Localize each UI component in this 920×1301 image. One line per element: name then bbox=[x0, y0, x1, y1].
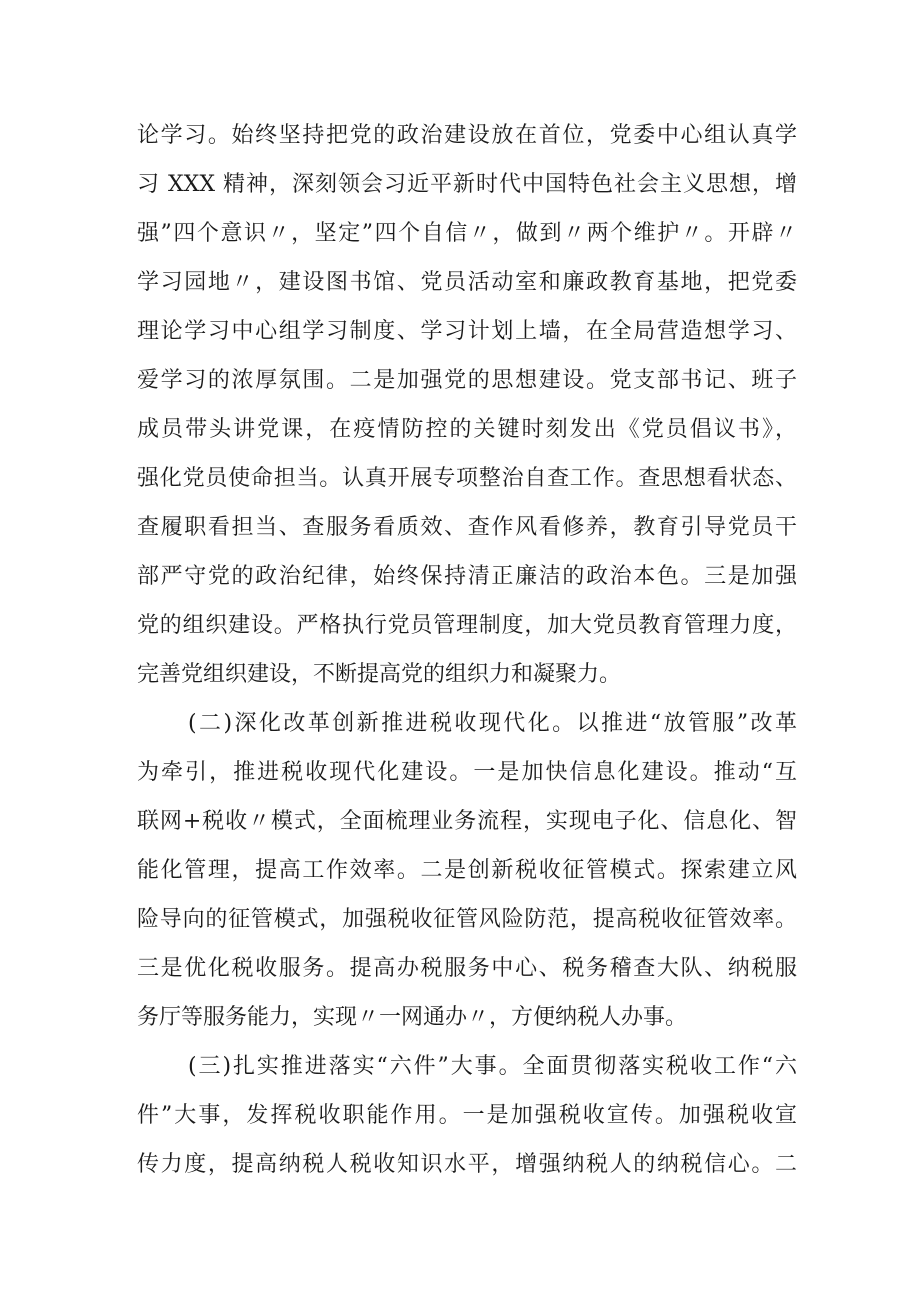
text-line: 部严守党的政治纪律，始终保持清正廉洁的政治本色。三是加强 bbox=[137, 564, 797, 589]
text-line: 件”大事，发挥税收职能作用。一是加强税收宣传。加强税收宣 bbox=[137, 1103, 797, 1128]
section-heading-line: (三)扎实推进落实“六件”大事。全面贯彻落实税收工作“六 bbox=[188, 1054, 797, 1079]
text-line: 爱学习的浓厚氛围。二是加强党的思想建设。党支部书记、班子 bbox=[137, 368, 797, 393]
text-line: 理论学习中心组学习制度、学习计划上墙，在全局营造想学习、 bbox=[137, 319, 797, 344]
text-line: 查履职看担当、查服务看质效、查作风看修养，教育引导党员干 bbox=[137, 515, 797, 540]
text-line: 强化党员使命担当。认真开展专项整治自查工作。查思想看状态、 bbox=[137, 466, 797, 491]
text-line: 联网+税收〃模式，全面梳理业务流程，实现电子化、信息化、智 bbox=[137, 809, 797, 834]
text-line: 传力度，提高纳税人税收知识水平，增强纳税人的纳税信心。二 bbox=[137, 1152, 797, 1177]
text-line: 险导向的征管模式，加强税收征管风险防范，提高税收征管效率。 bbox=[137, 907, 797, 932]
text-line: 为牵引，推进税收现代化建设。一是加快信息化建设。推动“互 bbox=[137, 760, 797, 785]
text-line: 完善党组织建设，不断提高党的组织力和凝聚力。 bbox=[137, 662, 622, 687]
text-line: 务厅等服务能力，实现〃一网通办〃，方便纳税人办事。 bbox=[137, 1005, 688, 1030]
section-heading-line: (二)深化改革创新推进税收现代化。以推进“放管服”改革 bbox=[188, 711, 797, 736]
text-line: 三是优化税收服务。提高办税服务中心、税务稽查大队、纳税服 bbox=[137, 956, 797, 981]
text-line: 习 XXX 精神，深刻领会习近平新时代中国特色社会主义思想，增 bbox=[137, 172, 797, 197]
text-line: 成员带头讲党课，在疫情防控的关键时刻发出《党员倡议书》， bbox=[137, 417, 797, 442]
text-line: 能化管理，提高工作效率。二是创新税收征管模式。探索建立风 bbox=[137, 858, 797, 883]
text-line: 党的组织建设。严格执行党员管理制度，加大党员教育管理力度， bbox=[137, 613, 797, 638]
text-line: 论学习。始终坚持把党的政治建设放在首位，党委中心组认真学 bbox=[137, 123, 797, 148]
text-line: 强”四个意识〃，坚定”四个自信〃，做到〃两个维护〃。开辟〃 bbox=[137, 221, 797, 246]
text-line: 学习园地〃，建设图书馆、党员活动室和廉政教育基地，把党委 bbox=[137, 270, 797, 295]
